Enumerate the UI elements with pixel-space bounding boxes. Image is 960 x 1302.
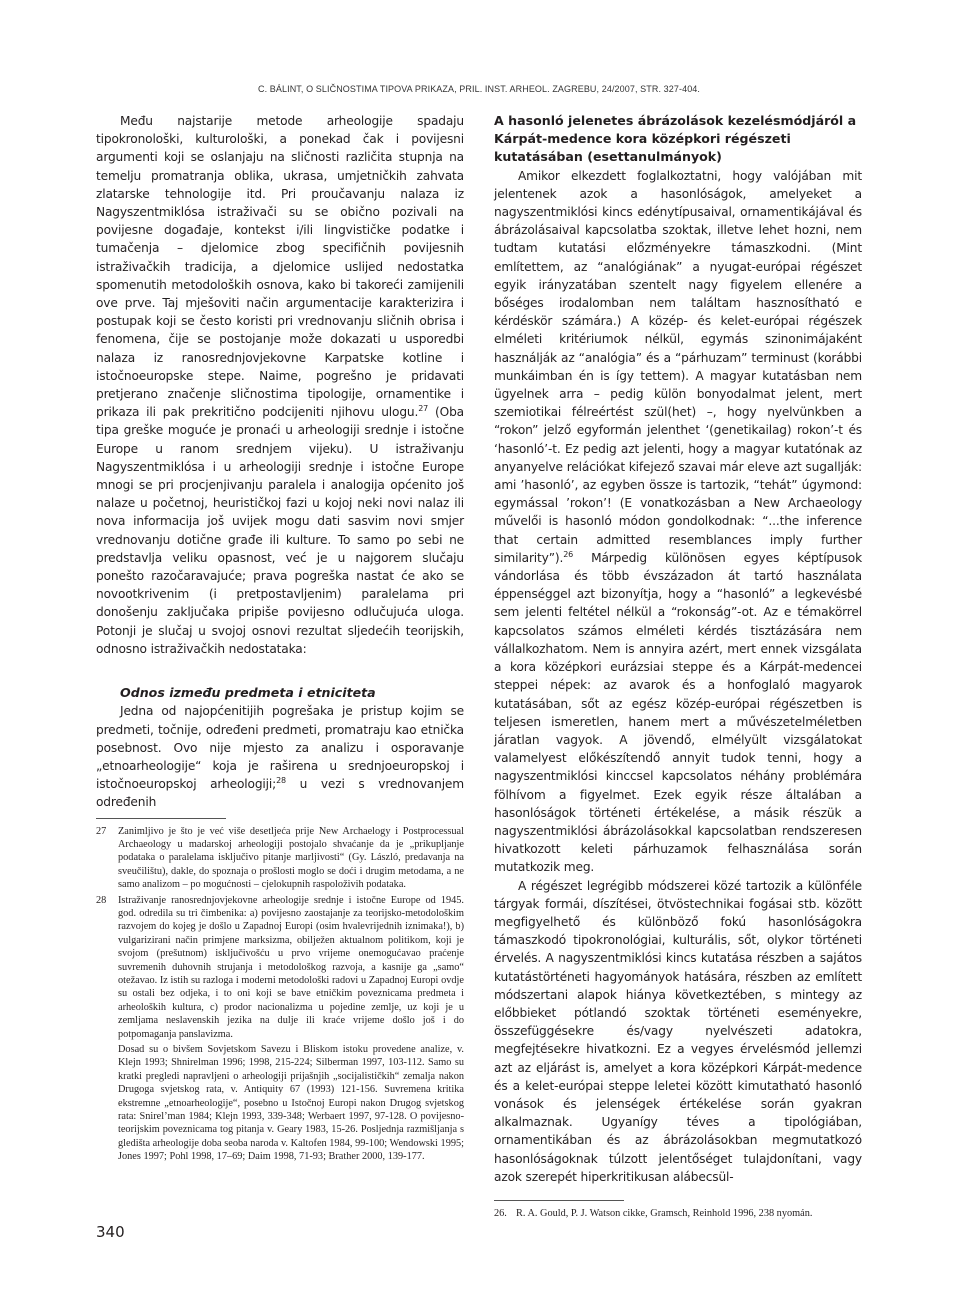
left-paragraph-1: Među najstarije metode arheologije spadaju tipokronološki, kulturološki, a ponekad čak i povijesni argumenti koji se oslanjaju na sličnosti različita stupnja na temelju promatranja oblika, ukrasa, umjetničkih zahvata zlatarske tehnologije itd. Pri proučavanju nalaza iz Nagyszentmiklósa istraživači su se obično pozivali na povijesne događaje, kontekst i/ili lingvističke podatke i tumačenja – djelomice zbog specifičnih povijesnih istraživačkih tradicija, a djelomice uslijed nedostatka spomenutih metodoloških osnova, kako bi takoreći zamijenili ove prve. Taj mješoviti način argumentacije karakterizira i postupak koji se često koristi pri vrednovanju sličnih obrisa i fenomena, čije se postojanje može dokazati u usporedbi nalaza iz ranosrednjovjekovne Karpatske kotline i istočnoeuropske stepe. Naime, pogrešno je pridavati pretjerano značenje sličnostima tipologije, ornamentike i prikaza ili pak prekritično podcijeniti njihovu ulogu.$^{27}$ (Oba tipa greške moguće je pronaći u arheologiji srednje i istočne Europe u ranom srednjem vijeku). U istraživanju Nagyszentmiklósa i u arheologiji srednje i istočne Europe mnogi se pri procjenjivanju paralela i analogija općenito još nalaze u početnoj, heurističkoj fazi u kojoj neki novi nalaz ili nova informacija još uvijek mogu dati sasvim novi smjer vrednovanju dotične građe ili kulture. To samo po sebi ne predstavlja veliku opasnost, već je u najgorem slučaju ponešto razočaravajuće; prava pogreška nastat će ako se novootkrivenim (i pretpostavljenim) paralelama pri donošenju zaključaka pripiše povijesno odlučujuća uloga. Potonji je slučaj u svojoj osnovi rezultat sljedećih teorijskih, odnosno istraživačkih nedostataka: <box>96 114 464 656</box>
right-paragraph-1: Amikor elkezdett foglalkoztatni, hogy valójában mit jelentenek azok a hasonlóságok, amelyeket a nagyszentmiklósi kincs edénytípusaival, ornamentikájával és ábrázolásaival kapcsolatba szoktak, illetve lehet hozni, nem tudtam kutatási előzményekre támaszkodni. (Mint említettem, az “analógiának” a nyugat-európai régészet egyik irányzatában szentelt nagy figyelem ellenére a bőséges irodalomban nem találtam hasznosítható e kérdéskör számára.) A közép- és kelet-európai régészek elméleti kritériumok nélkül, egymás szinonimájaként használják az “analógia” és a “párhuzam” terminust (korábbi munkáimban én is így tettem). A magyar kutatásban nem ügyelnek arra – pedig külön bonyodalmat jelent, mert szemiotikai félreértést szül(het) –, hogy nyelvünkben a “rokon” jelző egyformán jelenthet ‘(genetikailag) rokon’-t és ‘hasonló’-t. Ez pedig azt jelenti, hogy a magyar kutatónak az anyanyelve relációkat kifejező szavai már eleve azt sugallják: ami ’hasonló’, az egyben össze is tartozik, “tehát” úgymond: egymással ’rokon’! (E vonatkozásban a New Archaeology művelői is hasonló módon gondolkodnak: “...the inference that certain admitted resemblances imply further similarity”).$^{26}$ Márpedig különösen egyes képtípusok vándorlása és több évszázadon át tartó használata éppenséggel azt bizonyítja, hogy a “hasonló” a legkevésbé sem jelenti feltétel nélkül a “rokonság”-ot. Az e témakörrel kapcsolatos számos elméleti kérdés tisztázására nem vállalkozhatom. Nem is annyira azért, mert ennek vizsgálata a kora középkori eurázsiai steppe és a Kárpát-medencei steppei népek: az avarok és a honfoglaló magyarok kutatásában, sőt az egész közép-európai régészetben is teljesen ismeretlen, hanem mert a művészetelméletben járatlan vagyok. A jövendő, elmélyült vizsgálatokat valamelyest előkészítendő annyit tudok tenni, hogy a nagyszentmiklósi kinccsel kapcsolatos néhány problémára fölhívom a figyelmet. Ezek egyik része általában a hasonlóságok történeti értékelése, a másik részük a nagyszentmiklósi ábrázolásokkal kapcsolatban rendszeresen hivatkozott keleti párhuzamok felhasználása során mutatkozik meg. <box>494 168 862 875</box>
right-paragraph-2: A régészet legrégibb módszerei közé tartozik a különféle tárgyak formái, díszítései, ötvöstechnikai fogásai stb. között megfigyelhető és különböző fokú hasonlóságokra támaszkodó tipokronológiai, kulturális, sőt, olykor történeti érvelés. A nagyszentmiklósi kincs kutatása részben a sajátos kutatástörténeti hagyományok hatására, részben az említett módszertani alapok hiánya következtében, s mintegy az előbbieket pótlandó szoktak történeti eseményekre, összefüggésekre és/vagy nyelvészeti adatokra, megfejtésekre hivatkozni. Ez a vegyes érvelésmód jellemzi azt az eljárást is, amelyet a kora középkori Kárpát-medence és a kelet-európai steppe leletei között kimutatható hasonló vonások és jelenségek értékelése során gyakran alkalmaznak. Ugyanígy téves a tipológiában, ornamentikában és az ábrázolásokban megmutatkozó hasonlóságoknak túlzott jelentőséget tulajdonítani, vagy azok szerepét hiperkritikusan alábecsül- <box>494 878 862 1184</box>
footnote-rule-right <box>494 1200 624 1201</box>
footnote-26: 26. R. A. Gould, P. J. Watson cikke, Gramsch, Reinhold 1996, 238 nyomán. <box>494 1207 813 1219</box>
footnote-28: 28 Istraživanje ranosrednjovjekovne arheologije srednje i istočne Europe od 1945. god. odredila su tri čimbenika: a) povijesno zaostajanje za teorijsko-metodološkim razvojem do kojeg je došlo u Zapadnoj Europi (osim hvalevrijednih iznimaka!), b) vulgarizirani način primjene marksizma, obilježen aktualnom politikom, koji je svojom (prešutnom) isključivošću u prvo vrijeme onemogućavao praćenje suvremenih duhovnih strujanja i metodološkog razvoja, a kasnije ga „samo“ otežavao. Iz istih su razloga i moderni metodološki radovi u Zapadnoj Europi ovdje su ostali bez odjeka, i to oni koji se bave etničkim poveznicama predmeta i arheoloških kultura, c) prodor nacionalizma u pojedine zemlje, uz koji je u zemljama neslavenskih jezika na dulje ili kraće vrijeme došlo još i do potpomaganja panslavizma. <box>96 894 464 1040</box>
section-heading-right: A hasonló jelenetes ábrázolások kezelésmódjáról a Kárpát-medence kora középkori régészeti kutatásában (esettanulmányok) <box>494 113 857 165</box>
section-heading-left: Odnos između predmeta i etniciteta <box>120 685 376 701</box>
footnote-rule-left <box>96 818 226 819</box>
footnotes-right <box>494 1207 862 1220</box>
footnote-ref-26[interactable]: 26 <box>563 549 574 559</box>
footnotes-left <box>96 825 464 1164</box>
footnote-ref-27[interactable]: 27 <box>418 404 429 414</box>
footnote-28-continued: Dosad su o bivšem Sovjetskom Savezu i Bliskom istoku provedene analize, v. Klejn 1993; Shnirelman 1996; 1998, 215-224; Silberman 1997, 103-112. Samo su kratki pregledi napravljeni o arheologiji prijašnjih „socijalističkih“ zemalja nakon Drugoga svjetskog rata, v. Antiquity 67 (1993) 121-156. Suvremena kritika ekstremne „etnoarheologije“, posebno u Istočnoj Europi nakon Drugog svjetskog rata: Snirel’man 1984; Klejn 1993, 339-348; Werbaert 1997, 97-128. O povijesno-teorijskim poveznicama tog pitanja v. Geary 1983, 15-26. Posljednja razmišljanja s gledišta arheologije doba seoba naroda v. Kaltofen 1984, 99-100; Wendowski 1995; Jones 1997; Pohl 1998, 17–69; Daim 1998, 71-93; Brather 2000, 139-177. <box>118 1044 464 1163</box>
left-paragraph-2: Jedna od najopćenitijih pogrešaka je pristup kojim se predmeti, točnije, određeni predmeti, promatraju kao etnička posebnost. Ovo nije mjesto za analizu i osporavanje „etnoarheologije“ koja je raširena u srednjoeuropskoj i istočnoeuropskoj arheologiji;$^{28}$ u vezi s vrednovanjem određenih <box>96 704 465 810</box>
page-number: 340 <box>96 1223 125 1241</box>
footnote-ref-28[interactable]: 28 <box>276 776 286 786</box>
footnote-27: 27 Zanimljivo je što je već više desetljeća prije New Archaelogy i Postprocessual Archaeology u madarskoj arheologiji postojalo shvaćanje da je „prikupljanje podataka o paralelama isključivo pitanje marljivosti“ (Gy. László, predavanja na sveučilištu), dakle, do spoznaja o prošlosti moglo se doći i drugim metodama, a ne samo analizom – po mogućnosti – cjelokupnih raspoloživih podataka. <box>96 825 464 891</box>
left-column <box>96 112 464 1166</box>
right-column <box>494 112 862 1222</box>
running-head: C. BÁLINT, O SLIČNOSTIMA TIPOVA PRIKAZA, PRIL. INST. ARHEOL. ZAGREBU, 24/2007, STR. 327-404. <box>257 84 701 94</box>
